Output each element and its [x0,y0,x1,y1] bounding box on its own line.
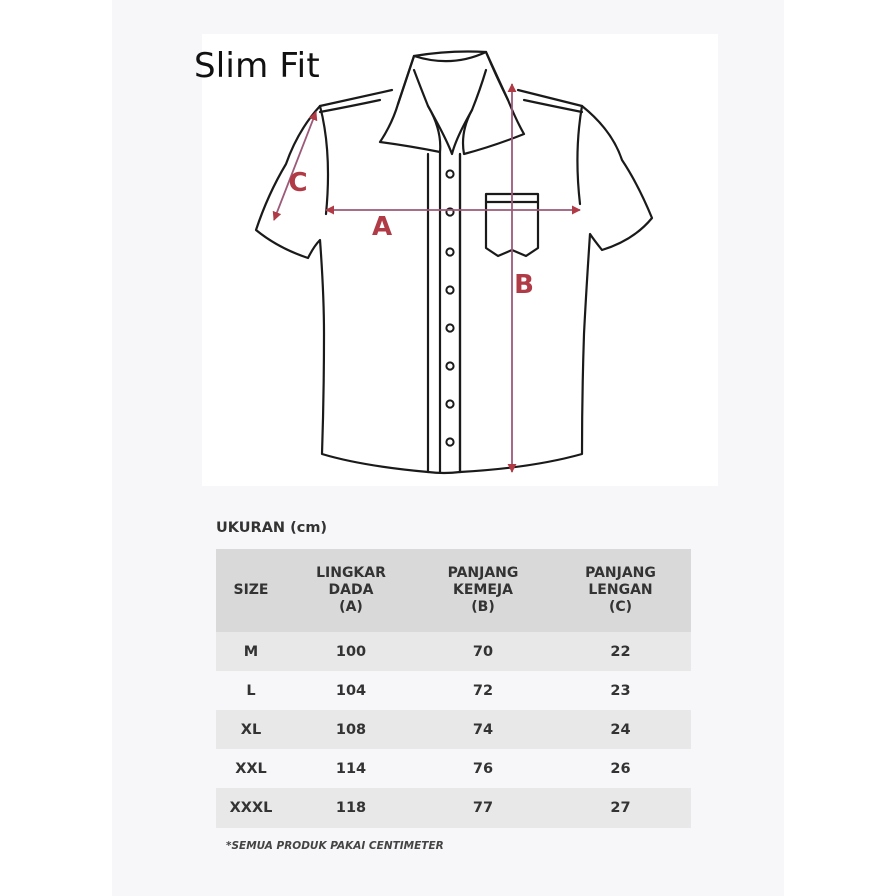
header-chest [286,549,416,632]
size-chart-page [112,0,784,896]
table-row [216,671,691,710]
button-1 [446,170,453,177]
cell-chest: 114 [286,749,416,788]
sleeve-measure-line [274,112,316,220]
cell-chest: 108 [286,710,416,749]
header-size-line-1: SIZE [233,582,269,598]
header-sleeve [550,549,691,632]
measure-label-b: B [514,270,534,300]
cell-size: XXL [216,749,286,788]
table-row [216,710,691,749]
button-4 [446,286,453,293]
cell-length: 70 [416,632,550,671]
cell-sleeve: 24 [550,710,691,749]
cell-length: 77 [416,788,550,828]
size-table [216,549,691,828]
cell-sleeve: 26 [550,749,691,788]
header-sleeve-line-3: (C) [608,599,633,615]
cell-chest: 104 [286,671,416,710]
table-row [216,749,691,788]
header-chest-line-2: DADA [328,582,374,598]
shirt-illustration [202,34,718,486]
fit-title: Slim Fit [194,46,320,86]
shirt-diagram [202,34,718,486]
header-length-line-3: (B) [471,599,495,615]
cell-length: 76 [416,749,550,788]
header-size [216,549,286,632]
cell-length: 72 [416,671,550,710]
header-sleeve-line-2: LENGAN [588,582,653,598]
cell-size: XL [216,710,286,749]
button-6 [446,362,453,369]
button-7 [446,400,453,407]
button-8 [446,438,453,445]
header-chest-line-1: LINGKAR [316,565,386,581]
cell-chest: 100 [286,632,416,671]
cell-sleeve: 22 [550,632,691,671]
header-length-line-2: KEMEJA [453,582,513,598]
size-table-heading: UKURAN (cm) [216,520,328,536]
header-sleeve-line-1: PANJANG [585,565,656,581]
cell-size: L [216,671,286,710]
cell-size: XXXL [216,788,286,828]
cell-sleeve: 23 [550,671,691,710]
cell-chest: 118 [286,788,416,828]
placket-buttons [446,170,453,445]
table-row [216,788,691,828]
table-row [216,632,691,671]
header-length-line-1: PANJANG [447,565,519,581]
measure-label-c: C [288,168,308,198]
button-3 [446,248,453,255]
header-length [416,549,550,632]
cell-sleeve: 27 [550,788,691,828]
cell-length: 74 [416,710,550,749]
measure-label-a: A [371,212,393,242]
button-5 [446,324,453,331]
footnote: *SEMUA PRODUK PAKAI CENTIMETER [226,840,444,852]
header-chest-line-3: (A) [339,599,363,615]
cell-size: M [216,632,286,671]
table-header-row [216,549,691,632]
